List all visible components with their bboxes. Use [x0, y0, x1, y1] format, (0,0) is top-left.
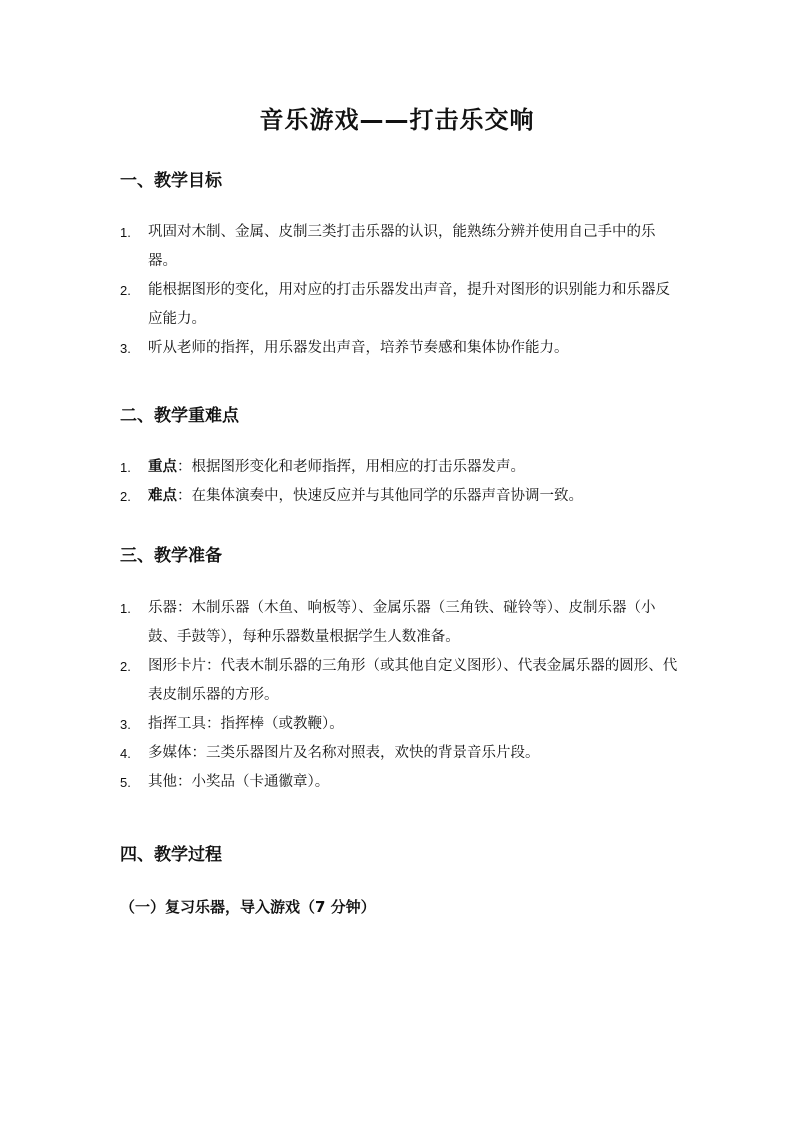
- sub-heading-review: （一）复习乐器，导入游戏（7 分钟）: [120, 898, 376, 916]
- list-number: 5.: [120, 775, 131, 790]
- list-number: 1.: [120, 460, 131, 475]
- list-label: 重点: [148, 459, 177, 475]
- list-item: [120, 334, 680, 363]
- list-item: [120, 453, 680, 482]
- list-item: [120, 710, 680, 739]
- key-points-list: [120, 453, 680, 511]
- section-heading-objectives: 一、教学目标: [120, 171, 222, 191]
- list-text: ：在集体演奏中，快速反应并与其他同学的乐器声音协调一致。: [177, 488, 583, 504]
- list-number: 1.: [120, 225, 131, 240]
- list-item: [120, 482, 680, 511]
- section-heading-preparation: 三、教学准备: [120, 546, 222, 566]
- list-item: [120, 739, 680, 768]
- list-number: 4.: [120, 746, 131, 761]
- list-number: 3.: [120, 717, 131, 732]
- list-text: 指挥工具：指挥棒（或教鞭）。: [148, 716, 344, 732]
- list-number: 1.: [120, 601, 131, 616]
- list-text: ：根据图形变化和老师指挥，用相应的打击乐器发声。: [177, 459, 525, 475]
- list-text: 其他：小奖品（卡通徽章）。: [148, 774, 330, 790]
- list-text: 乐器：木制乐器（木鱼、响板等）、金属乐器（三角铁、碰铃等）、皮制乐器（小鼓、手鼓等），每种乐器数量根据学生人数准备。: [148, 600, 656, 645]
- list-number: 2.: [120, 659, 131, 674]
- list-label: 难点: [148, 488, 177, 504]
- section-heading-key-points: 二、教学重难点: [120, 406, 239, 426]
- list-item: [120, 652, 680, 710]
- list-text: 图形卡片：代表木制乐器的三角形（或其他自定义图形）、代表金属乐器的圆形、代表皮制乐器的方形。: [148, 658, 678, 703]
- list-number: 2.: [120, 489, 131, 504]
- list-item: [120, 594, 680, 652]
- list-text: 巩固对木制、金属、皮制三类打击乐器的认识，能熟练分辨并使用自己手中的乐器。: [148, 224, 656, 269]
- section-heading-process: 四、教学过程: [120, 845, 222, 865]
- objectives-list: [120, 218, 680, 363]
- preparation-list: [120, 594, 680, 797]
- list-item: [120, 276, 680, 334]
- list-item: [120, 768, 680, 797]
- list-item: [120, 218, 680, 276]
- document-title: 音乐游戏——打击乐交响: [259, 106, 535, 134]
- list-text: 多媒体：三类乐器图片及名称对照表，欢快的背景音乐片段。: [148, 745, 540, 761]
- list-text: 听从老师的指挥，用乐器发出声音，培养节奏感和集体协作能力。: [148, 340, 569, 356]
- list-number: 3.: [120, 341, 131, 356]
- list-number: 2.: [120, 283, 131, 298]
- list-text: 能根据图形的变化，用对应的打击乐器发出声音，提升对图形的识别能力和乐器反应能力。: [148, 282, 670, 327]
